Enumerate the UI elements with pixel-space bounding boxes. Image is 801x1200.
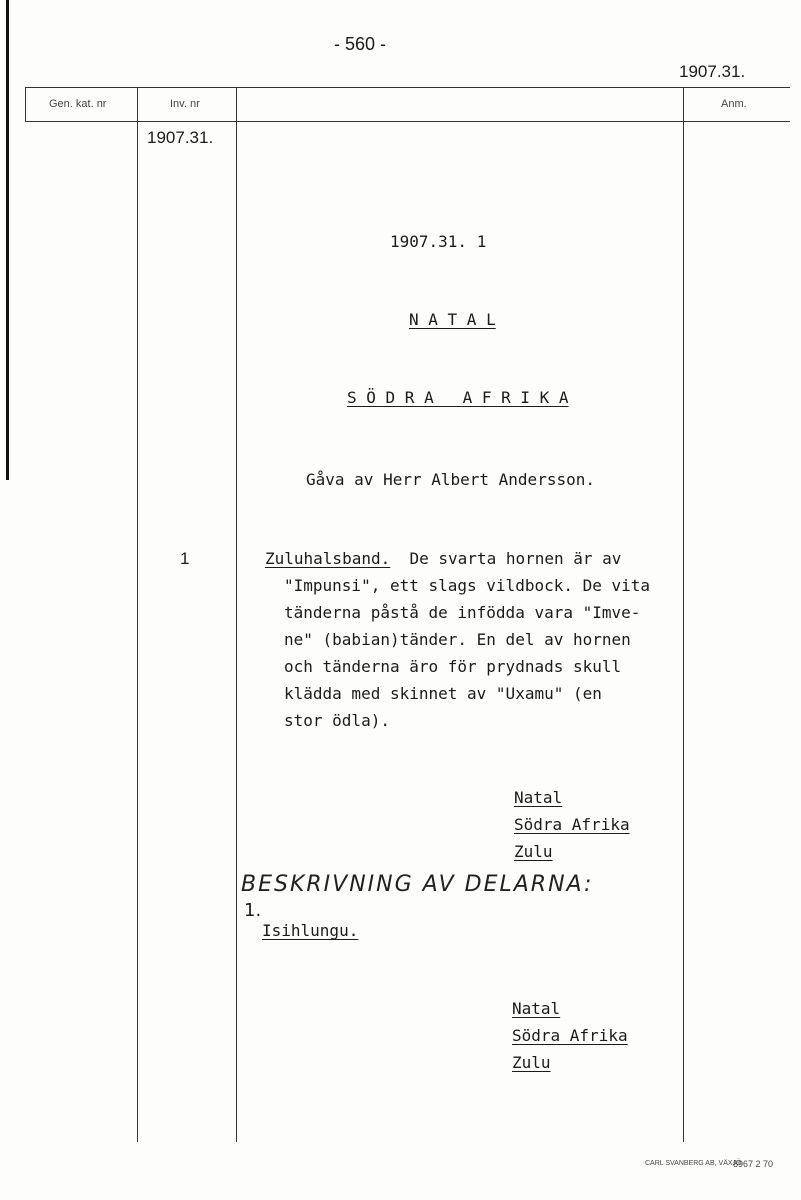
column-divider-inv-desc — [236, 87, 237, 1142]
classification-region: Natal — [514, 788, 563, 807]
classification-people: Zulu — [514, 842, 553, 861]
classification-people: Zulu — [512, 1053, 551, 1072]
corner-reference: 1907.31. — [679, 62, 746, 81]
part-classification — [512, 995, 628, 1076]
item-line: De svarta hornen är av — [409, 549, 622, 568]
inv-group-number: 1907.31. — [147, 128, 214, 147]
item-line: tänderna påstå de infödda vara "Imve- — [284, 603, 641, 622]
donor-line: Gåva av Herr Albert Andersson. — [306, 470, 595, 489]
country-heading: S Ö D R A A F R I K A — [347, 388, 569, 407]
form-code: 8967 2 70 — [733, 1159, 774, 1169]
column-divider-gen-inv — [137, 87, 138, 1142]
binding-edge-mark — [6, 0, 9, 480]
part-number: 1. — [244, 900, 262, 921]
item-title: Zuluhalsband. — [265, 549, 391, 568]
entry-id: 1907.31. 1 — [390, 232, 487, 251]
handwritten-parts-heading: BESKRIVNING AV DELARNA: — [241, 872, 594, 897]
item-inv-number: 1 — [180, 549, 190, 568]
item-line: stor ödla). — [284, 711, 390, 730]
column-header-inv-nr: Inv. nr — [170, 98, 200, 110]
region-heading: N A T A L — [409, 310, 496, 329]
item-line: ne" (babian)tänder. En del av hornen — [284, 630, 631, 649]
item-classification — [514, 784, 630, 865]
item-line: klädda med skinnet av "Uxamu" (en — [284, 684, 602, 703]
column-header-anm: Anm. — [721, 98, 747, 110]
table-left-edge — [25, 87, 26, 121]
item-line: "Impunsi", ett slags vildbock. De vita — [284, 576, 651, 595]
classification-country: Södra Afrika — [514, 815, 630, 834]
column-header-gen-kat-nr: Gen. kat. nr — [49, 98, 107, 110]
item-description — [265, 545, 695, 734]
classification-region: Natal — [512, 999, 561, 1018]
table-header-rule — [25, 121, 790, 122]
printer-imprint: CARL SVANBERG AB, VÄXJÖ — [645, 1160, 742, 1167]
table-top-rule — [25, 87, 790, 88]
classification-country: Södra Afrika — [512, 1026, 628, 1045]
item-line: och tänderna äro för prydnads skull — [284, 657, 622, 676]
page-number: - 560 - — [334, 34, 387, 54]
part-name: Isihlungu. — [262, 921, 359, 940]
